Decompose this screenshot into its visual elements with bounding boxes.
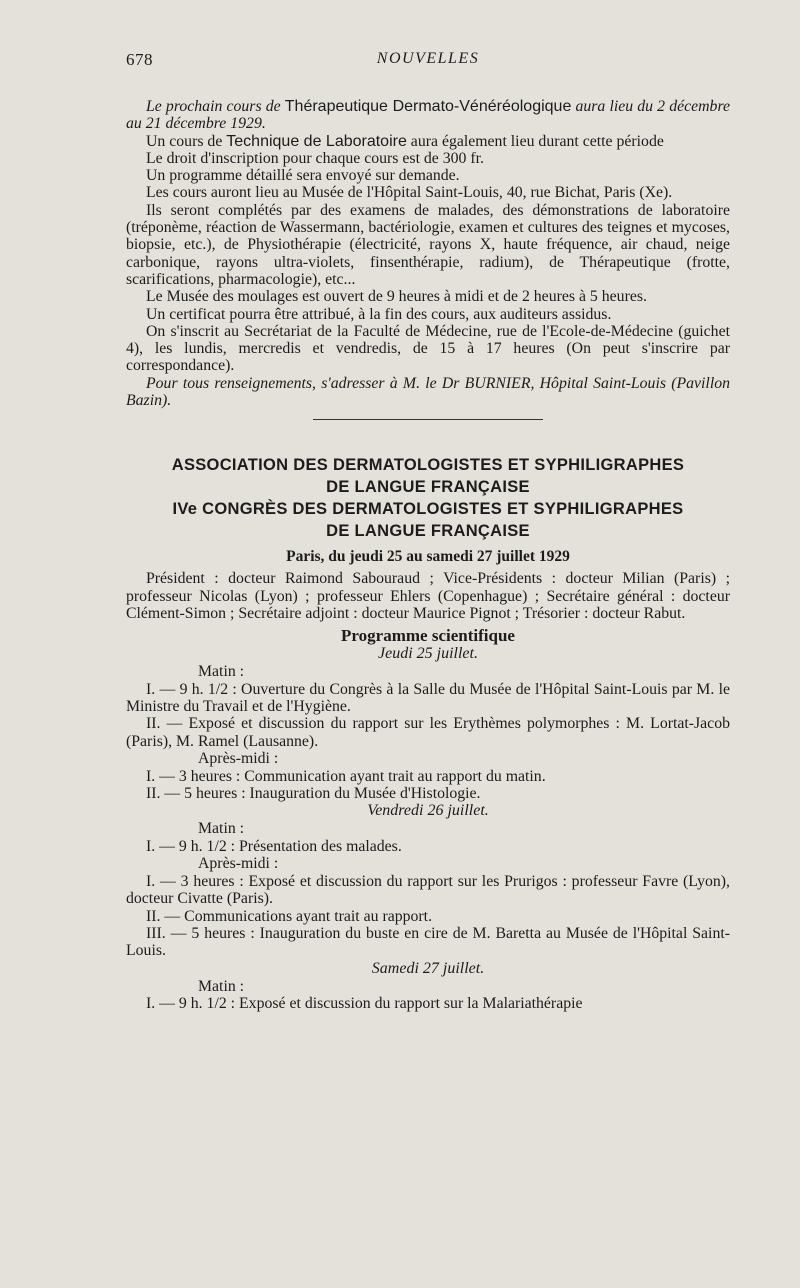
intro-paragraph-7: Le Musée des moulages est ouvert de 9 heures à midi et de 2 heures à 5 heures.: [146, 288, 647, 306]
intro-p2-c: aura également lieu durant cette période: [406, 132, 664, 150]
congress-dates: Paris, du jeudi 25 au samedi 27 juillet 1929: [286, 548, 570, 566]
programme-item: I. — 9 h. 1/2 : Ouverture du Congrès à la Salle du Musée de l'Hôpital Saint-Louis par M. le Ministre du Travail et de l'Hygiène.: [126, 680, 730, 716]
session-label-matin: Matin :: [198, 663, 245, 681]
association-title-line-2: DE LANGUE FRANÇAISE: [326, 478, 530, 497]
programme-item: I. — 9 h. 1/2 : Présentation des malades.: [146, 837, 402, 855]
course-title-therapeutique: Thérapeutique Dermato-Vénéréologique: [284, 98, 572, 115]
programme-item: I. — 3 heures : Communication ayant trait au rapport du matin.: [146, 767, 546, 785]
programme-item: II. — 5 heures : Inauguration du Musée d'Histologie.: [146, 785, 481, 803]
page-header: [126, 50, 730, 74]
programme-title: Programme scientifique: [341, 626, 515, 646]
programme-item: I. — 3 heures : Exposé et discussion du rapport sur les Prurigos : professeur Favre (Lyon), docteur Civatte (Paris).: [126, 872, 730, 908]
congress-title-line-1: IVe CONGRÈS DES DERMATOLOGISTES ET SYPHILIGRAPHES: [172, 500, 684, 519]
intro-paragraph-10: Pour tous renseignements, s'adresser à M. le Dr BURNIER, Hôpital Saint-Louis (Pavillon Bazin).: [126, 374, 730, 410]
session-label-matin: Matin :: [198, 977, 245, 995]
session-label-matin: Matin :: [198, 820, 245, 838]
intro-p2-a: Un cours de: [146, 132, 227, 150]
intro-paragraph-5: Les cours auront lieu au Musée de l'Hôpital Saint-Louis, 40, rue Bichat, Paris (Xe).: [146, 184, 673, 202]
day-heading-samedi: Samedi 27 juillet.: [371, 959, 485, 977]
day-heading-vendredi: Vendredi 26 juillet.: [367, 802, 489, 820]
session-label-apres-midi: Après-midi :: [198, 855, 279, 873]
congress-officers: Président : docteur Raimond Sabouraud ; Vice-Présidents : docteur Milian (Paris) ; professeur Nicolas (Lyon) ; professeur Ehlers (Copenhague) ; Secrétaire général : docteur Clément-Simon ; Secrétaire adjoint : docteur Maurice Pignot ; Trésorier : docteur Rabut.: [126, 570, 730, 622]
intro-paragraph-8: Un certificat pourra être attribué, à la fin des cours, aux auditeurs assidus.: [146, 305, 612, 323]
text-column: [126, 98, 730, 1013]
course-title-laboratoire: Technique de Laboratoire: [226, 132, 407, 150]
intro-p1-c: aura lieu du 2 décembre au 21 décembre 1929.: [126, 98, 731, 133]
intro-p1-a: Le prochain cours de: [146, 98, 285, 115]
programme-item: II. — Exposé et discussion du rapport sur les Erythèmes polymorphes : M. Lortat-Jacob (Paris), M. Ramel (Lausanne).: [126, 715, 730, 750]
intro-paragraph-4: Un programme détaillé sera envoyé sur demande.: [146, 167, 460, 185]
page-number: 678: [126, 50, 153, 69]
intro-paragraph-2: [126, 133, 730, 150]
intro-paragraph-9: On s'inscrit au Secrétariat de la Faculté de Médecine, rue de l'Ecole-de-Médecine (guichet 4), les lundis, mercredis et vendredis, de 15 à 17 heures (On peut s'inscrire par correspondance).: [126, 322, 730, 375]
programme-item: I. — 9 h. 1/2 : Exposé et discussion du rapport sur la Malariathérapie: [146, 995, 583, 1013]
intro-paragraph-1: [126, 98, 730, 133]
day-heading-jeudi: Jeudi 25 juillet.: [378, 645, 478, 663]
programme-item: II. — Communications ayant trait au rapport.: [146, 907, 433, 925]
intro-paragraph-6: Ils seront complétés par des examens de malades, des démonstrations de laboratoire (tréponème, réaction de Wassermann, bactériologie, examen et cultures des teignes et mycoses, biopsie, etc.), de Physiothérapie (électricité, rayons X, haute fréquence, air chaud, neige carbonique, rayons ultra-violets, finsenthérapie, radium), de Thérapeutique (frotte, scarifications, pharmacologie), etc...: [126, 201, 730, 288]
programme-item: III. — 5 heures : Inauguration du buste en cire de M. Baretta au Musée de l'Hôpital Saint-Louis.: [126, 924, 730, 960]
association-title-line-1: ASSOCIATION DES DERMATOLOGISTES ET SYPHILIGRAPHES: [171, 456, 685, 475]
session-label-apres-midi: Après-midi :: [198, 750, 279, 768]
congress-title-line-2: DE LANGUE FRANÇAISE: [326, 522, 530, 541]
running-title: NOUVELLES: [376, 50, 480, 67]
intro-paragraph-3: Le droit d'inscription pour chaque cours est de 300 fr.: [146, 149, 485, 167]
